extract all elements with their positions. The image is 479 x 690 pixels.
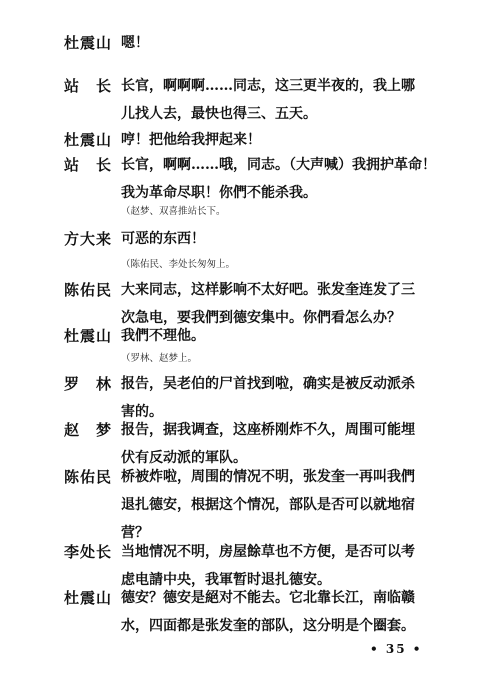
speech-line: 桥被炸啦，周围的情况不明，张发奎一再叫我們 xyxy=(121,469,415,485)
speech-line: 大来同志，这样影响不太好吧。张发奎连发了三 xyxy=(121,282,415,298)
speech-line: 儿找人去，最快也得三、五天。 xyxy=(121,106,317,122)
speaker-name: 李处长 xyxy=(64,543,113,561)
speech-line: 害的。 xyxy=(121,404,163,420)
speech-line: 报告，据我调查，这座桥刚炸不久，周围可能埋 xyxy=(121,422,415,438)
stage-direction: （赵梦、双喜推站长下。 xyxy=(121,206,226,217)
speaker-name: 罗 林 xyxy=(64,375,113,393)
speech-line: 嗯！ xyxy=(121,35,149,51)
speech-line: 长官，啊啊……哦，同志。（大声喊）我拥护革命！ xyxy=(121,157,436,173)
speech-line: 我們不理他。 xyxy=(121,328,205,344)
speech-line: 德安？德安是絕对不能去。它北靠长江，南临赣 xyxy=(121,590,415,606)
speaker-name: 赵 梦 xyxy=(64,421,113,439)
speech-line: 伏有反动派的軍队。 xyxy=(121,450,247,466)
speech-text xyxy=(121,126,439,154)
speech-text xyxy=(121,225,439,253)
speech-line: 当地情况不明，房屋餘草也不方便，是否可以考 xyxy=(121,544,415,560)
speaker-name: 站 长 xyxy=(64,156,113,174)
speech-text xyxy=(121,29,439,57)
speech-line: 报告，吴老伯的尸首找到啦，确实是被反动派杀 xyxy=(121,376,415,392)
speech-text xyxy=(121,463,439,547)
speech-text xyxy=(121,151,439,207)
speaker-name: 杜震山 xyxy=(64,589,113,607)
stage-direction: （罗林、赵梦上。 xyxy=(121,353,198,364)
speaker-name: 陈佑民 xyxy=(64,281,113,299)
stage-direction: （陈佑民、李处长匆匆上。 xyxy=(121,259,236,270)
speaker-name: 站 长 xyxy=(64,77,113,95)
speech-line: 我为革命尽职！你們不能杀我。 xyxy=(121,185,317,201)
speaker-name: 陈佑民 xyxy=(64,468,113,486)
speech-line: 次急电，要我們到德安集中。你們看怎么办？ xyxy=(121,310,401,326)
speech-line: 退扎德安，根据这个情况，部队是否可以就地宿 xyxy=(121,497,415,513)
speech-text xyxy=(121,322,439,350)
speech-line: 营？ xyxy=(121,525,149,541)
speaker-name: 杜震山 xyxy=(64,327,113,345)
speaker-name: 方大来 xyxy=(64,230,113,248)
speech-line: 水，四面都是张发奎的部队，这分明是个圈套。 xyxy=(121,618,415,634)
speech-text xyxy=(121,72,439,128)
speech-line: 虑电請中央，我軍暂时退扎德安。 xyxy=(121,572,331,588)
speech-line: 可恶的东西！ xyxy=(121,231,205,247)
page-number: • 35 • xyxy=(370,642,423,656)
speech-text xyxy=(121,584,439,640)
speech-line: 长官，啊啊啊……同志，这三更半夜的，我上哪 xyxy=(121,78,415,94)
speech-line: 哼！把他给我押起来！ xyxy=(121,132,261,148)
speaker-name: 杜震山 xyxy=(64,34,113,52)
speaker-name: 杜震山 xyxy=(64,131,113,149)
